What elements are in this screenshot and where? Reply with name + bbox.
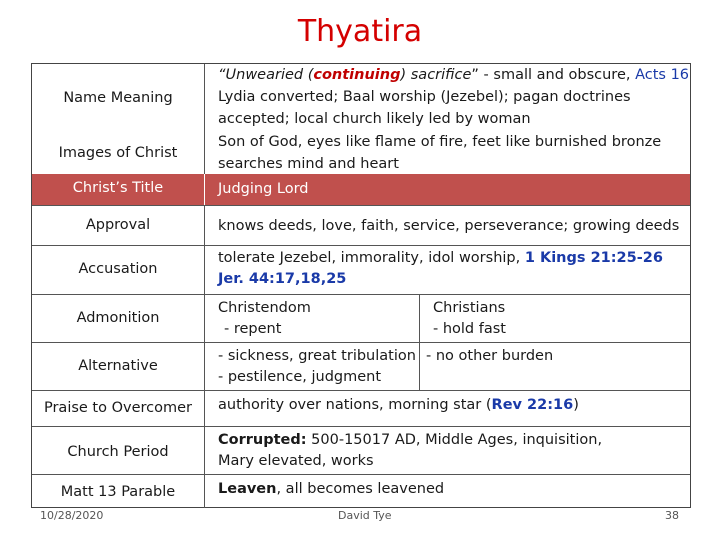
church-period-line1 [218,430,602,450]
accusation-text: tolerate Jezebel, immorality, idol worship, [218,250,525,266]
label-christs-title: Christ’s Title [72,180,164,196]
parable-text: , all becomes leavened [276,481,445,497]
row-images-of-christ [32,131,690,174]
column-divider [204,174,205,205]
ref-1-kings: 1 Kings 21:25-26 [524,250,663,266]
overcomer-value [218,395,579,415]
meaning-part-c: ) sacrifice [400,67,472,83]
overcomer-text: authority over nations, morning star ( [218,397,492,413]
row-praise-to-overcomer [32,390,690,427]
column-divider [204,475,205,508]
images-line1: Son of God, eyes like flame of fire, feet like burnished bronze [218,134,662,150]
column-divider [204,131,205,174]
meaning-tail: ” - small and obscure, [471,67,636,83]
ref-jeremiah: Jer. 44:17,18,25 [218,271,347,287]
slide-title: Thyatira [297,14,423,49]
row-approval [32,205,690,246]
admonition-left2: - repent [224,321,282,337]
column-divider [204,206,205,246]
approval-value: knows deeds, love, faith, service, perseverance; growing deeds [218,218,680,234]
church-period-corrupted: Corrupted: [218,432,307,448]
ref-acts-16: Acts 16 [635,67,690,83]
label-approval: Approval [85,217,151,233]
column-divider [204,64,205,131]
label-praise-to-overcomer: Praise to Overcomer [43,400,193,416]
label-accusation: Accusation [78,261,158,277]
name-meaning-line2: Lydia converted; Baal worship (Jezebel); pagan doctrines [218,89,631,105]
meaning-part-a: Unwearied ( [225,67,314,83]
admonition-left1: Christendom [218,300,311,316]
label-church-period: Church Period [67,444,169,460]
parable-leaven: Leaven [218,481,277,497]
label-matt-13-parable: Matt 13 Parable [60,484,176,500]
column-divider [204,343,205,391]
column-divider [204,391,205,427]
accusation-line1 [218,248,663,268]
quote-open: “ [218,67,226,83]
row-alternative [32,342,690,391]
images-line2: searches mind and heart [218,156,399,172]
label-alternative: Alternative [78,358,158,374]
meaning-continuing: continuing [313,67,401,83]
alternative-left2: - pestilence, judgment [218,369,382,385]
label-name-meaning: Name Meaning [63,90,173,106]
admonition-right1: Christians [433,300,506,316]
footer-page-number: 38 [665,509,679,522]
alternative-left1: - sickness, great tribulation [218,348,416,364]
church-period-line2: Mary elevated, works [218,453,374,469]
church-table [31,63,691,508]
row-accusation [32,245,690,295]
inner-divider [419,295,420,343]
name-meaning-line3: accepted; local church likely led by woman [218,111,531,127]
column-divider [204,246,205,295]
row-admonition [32,294,690,343]
name-meaning-line1 [218,65,689,85]
row-christs-title [32,174,690,205]
label-admonition: Admonition [76,310,160,326]
row-matt-13-parable [32,474,690,508]
inner-divider [419,343,420,391]
label-images-of-christ: Images of Christ [58,145,178,161]
footer-date: 10/28/2020 [40,509,104,522]
overcomer-close: ) [573,397,579,413]
ref-rev-22-16: Rev 22:16 [491,397,574,413]
admonition-right2: - hold fast [433,321,506,337]
column-divider [204,295,205,343]
column-divider [204,427,205,475]
row-church-period [32,426,690,475]
church-period-dates: 500-15017 AD, Middle Ages, inquisition, [306,432,603,448]
christs-title-value: Judging Lord [218,181,309,197]
row-name-meaning [32,64,690,131]
alternative-right1: - no other burden [426,348,554,364]
parable-value [218,479,444,499]
footer-author: David Tye [338,509,392,522]
